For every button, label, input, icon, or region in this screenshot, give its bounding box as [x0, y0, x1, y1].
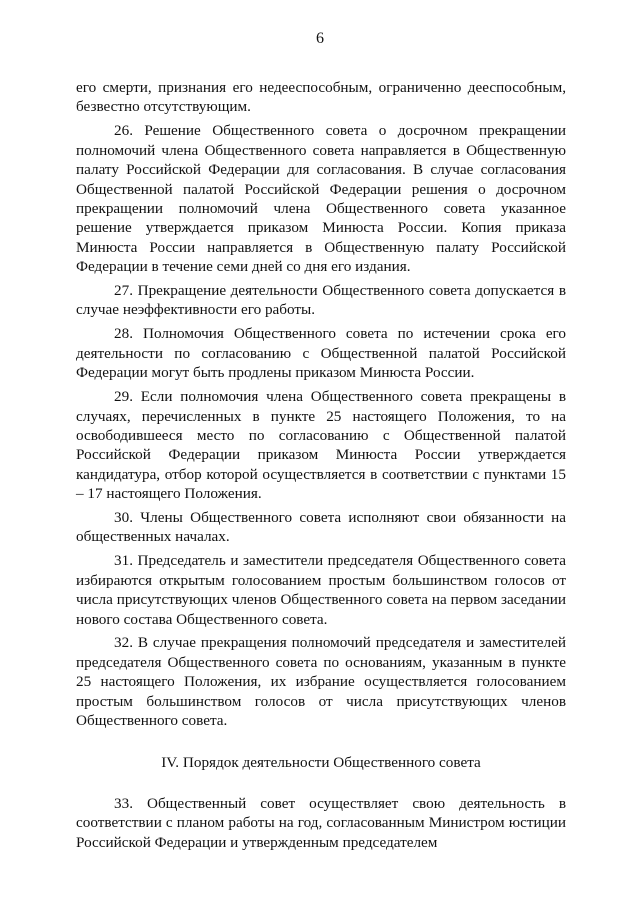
paragraph-31: 31. Председатель и заместители председателя Общественного совета избираются открытым голосованием простым большинством голосов от числа присутствующих членов Общественного совета на первом заседании нового состава Общественного совета. — [76, 552, 566, 628]
paragraph-33: 33. Общественный совет осуществляет свою деятельность в соответствии с планом работы на год, согласованным Министром юстиции Российской Федерации и утвержденным председателем — [76, 794, 566, 851]
page-number: 6 — [316, 30, 324, 47]
paragraph-32: 32. В случае прекращения полномочий председателя и заместителей председателя Общественного совета по основаниям, указанным в пункте 25 настоящего Положения, их избрание осуществляется голосованием простым большинством голосов от числа присутствующих членов Общественного совета. — [76, 634, 566, 730]
paragraph-continuation: его смерти, признания его недееспособным, ограниченно дееспособным, безвестно отсутствующим. — [76, 79, 566, 116]
document-body — [76, 78, 566, 857]
paragraph-28: 28. Полномочия Общественного совета по истечении срока его деятельности по согласованию с Общественной палатой Российской Федерации могут быть продлены приказом Минюста России. — [76, 325, 566, 382]
paragraph-26: 26. Решение Общественного совета о досрочном прекращении полномочий члена Общественного совета направляется в Общественную палату Российской Федерации для согласования. В случае согласования Общественной палатой Российской Федерации решения о досрочном прекращении полномочий члена Общественного совета указанное решение утверждается приказом Минюста России. Копия приказа Минюста России направляется в Общественную палату Российской Федерации в течение семи дней со дня его издания. — [76, 122, 566, 276]
paragraph-29: 29. Если полномочия члена Общественного совета прекращены в случаях, перечисленных в пункте 25 настоящего Положения, то на освободившееся место по согласованию с Общественной палатой Российской Федерации приказом Минюста России утверждается кандидатура, отбор которой осуществляется в соответствии с пунктами 15 – 17 настоящего Положения. — [76, 388, 566, 503]
paragraph-27: 27. Прекращение деятельности Общественного совета допускается в случае неэффективности его работы. — [76, 282, 566, 319]
section-heading: IV. Порядок деятельности Общественного совета — [161, 753, 481, 771]
paragraph-30: 30. Члены Общественного совета исполняют свои обязанности на общественных началах. — [76, 509, 566, 546]
